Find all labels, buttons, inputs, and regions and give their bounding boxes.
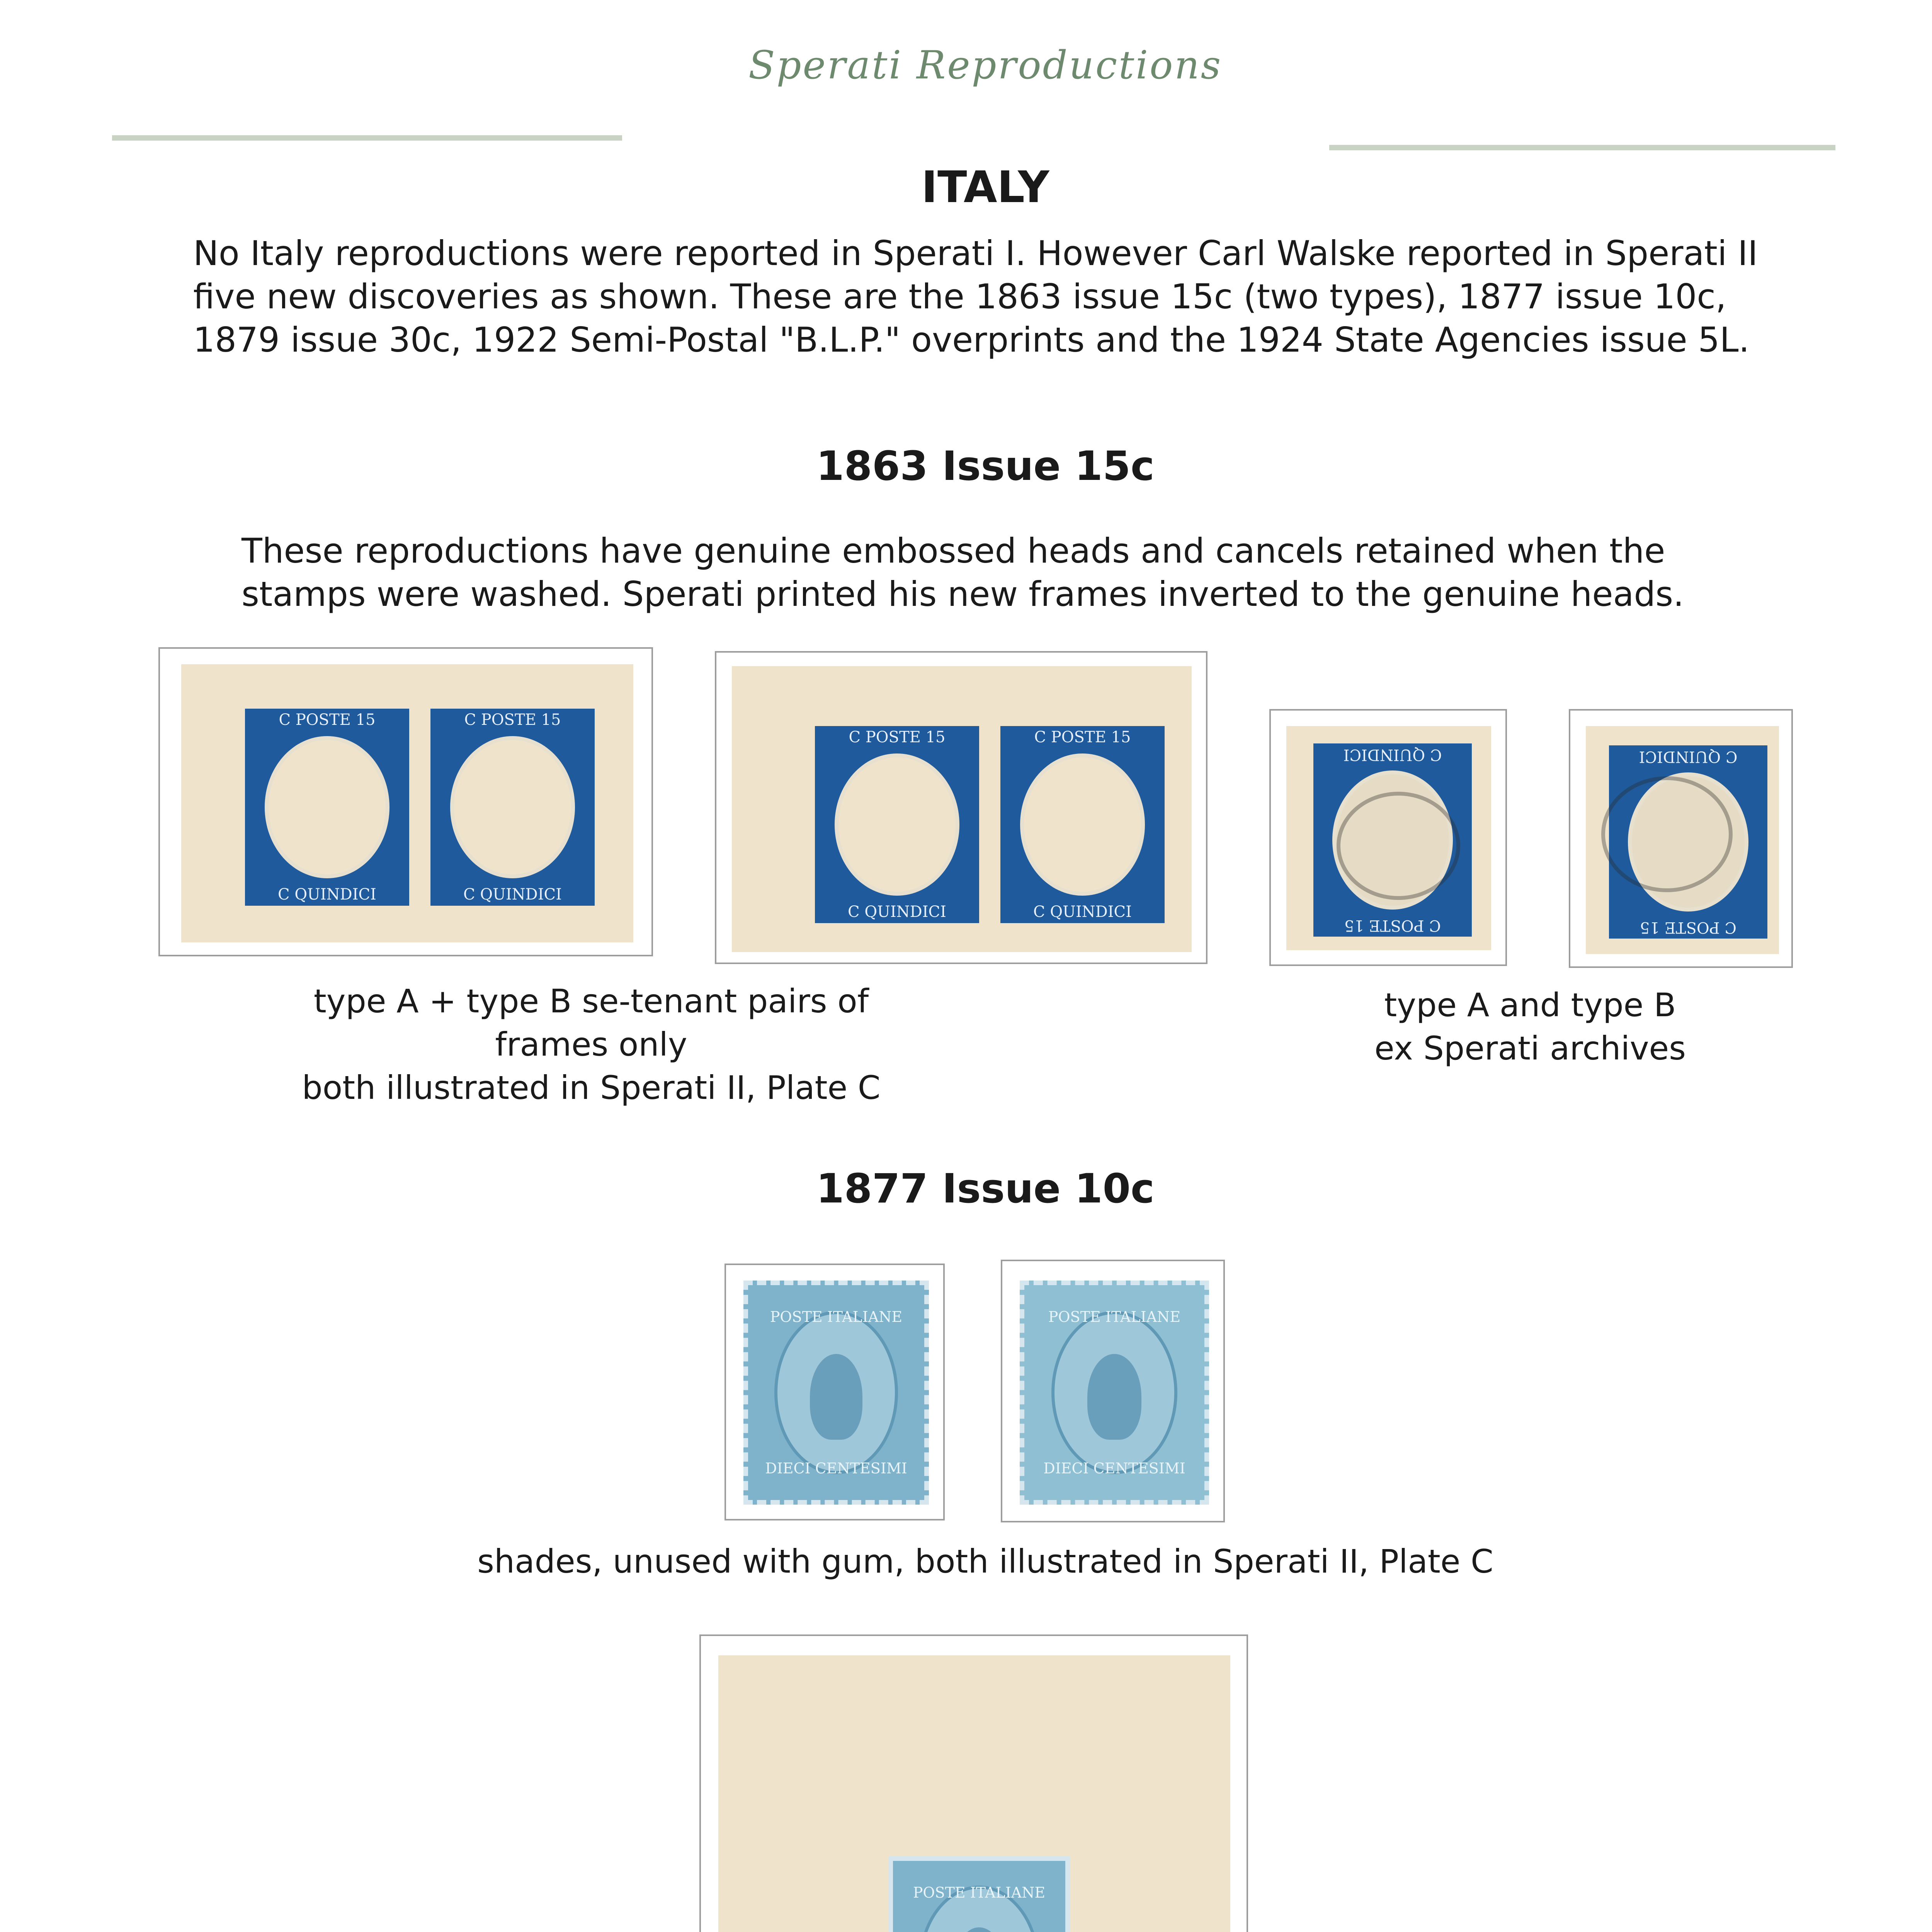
stamp-mount-type-b-archive xyxy=(1569,709,1793,968)
stamp-mount-pair-a xyxy=(158,647,653,956)
stamp-bottom-text: C QUINDICI xyxy=(1343,746,1442,764)
paper-background xyxy=(1286,726,1491,950)
intro-line-2: five new discoveries as shown. These are the 1863 issue 15c (two types), 1877 issue 10c, xyxy=(193,277,1726,316)
stamp-top-text: C POSTE 15 xyxy=(1344,917,1441,934)
caption-archive-singles xyxy=(1321,983,1739,1070)
caption-pairs-line-2: both illustrated in Sperati II, Plate C xyxy=(302,1069,881,1107)
intro-line-1: No Italy reproductions were reported in Sperati I. However Carl Walske reported in Sperati II xyxy=(193,233,1758,273)
empty-head-oval xyxy=(265,736,389,878)
header-rule-right xyxy=(1329,145,1835,150)
paper-background xyxy=(181,664,633,942)
stamp-top-text: C POSTE 15 xyxy=(1034,728,1131,746)
stamp-bottom-text: DIECI CENTESIMI xyxy=(765,1460,907,1477)
frame-stamp-type-b xyxy=(1000,726,1165,923)
caption-pairs-line-1: type A + type B se-tenant pairs of frames only xyxy=(313,982,869,1063)
stamp-mount-archive-sheet xyxy=(699,1634,1248,1932)
caption-shades: shades, unused with gum, both illustrated in Sperati II, Plate C xyxy=(477,1543,1493,1580)
page-title: ITALY xyxy=(921,162,1049,213)
intro-paragraph xyxy=(193,232,1816,362)
caption-pairs xyxy=(263,980,920,1109)
stamp-top-text: C POSTE 15 xyxy=(849,728,946,746)
section-1877-heading: 1877 Issue 10c xyxy=(816,1165,1155,1212)
section-1863-line-1: These reproductions have genuine embossed heads and cancels retained when the xyxy=(242,531,1665,571)
empty-head-oval xyxy=(835,753,959,895)
stamp-bottom-text: C QUINDICI xyxy=(1639,748,1738,765)
stamp-top-text: POSTE ITALIANE xyxy=(1048,1308,1181,1325)
section-1863-line-2: stamps were washed. Sperati printed his new frames inverted to the genuine heads. xyxy=(242,574,1684,614)
stamp-mount-pair-b xyxy=(715,651,1208,964)
stamp-top-text: POSTE ITALIANE xyxy=(770,1308,903,1325)
stamp-10c-shade-2 xyxy=(1020,1281,1209,1505)
stamp-10c-proof xyxy=(888,1856,1070,1932)
stamp-bottom-text: C QUINDICI xyxy=(463,886,562,903)
section-1863-heading: 1863 Issue 15c xyxy=(816,442,1155,490)
stamp-mount-type-a-archive xyxy=(1269,709,1507,966)
empty-head-oval xyxy=(450,736,575,878)
stamp-bottom-text: C QUINDICI xyxy=(278,886,376,903)
caption-archive-line-2: ex Sperati archives xyxy=(1374,1029,1686,1067)
header-rule-left xyxy=(112,135,622,141)
stamp-top-text: C POSTE 15 xyxy=(1640,918,1736,936)
paper-background xyxy=(718,1655,1230,1932)
empty-head-oval xyxy=(1020,753,1145,895)
postmark-cancel xyxy=(1601,776,1733,892)
stamp-top-text: POSTE ITALIANE xyxy=(913,1884,1046,1901)
stamp-10c-shade-1 xyxy=(743,1281,929,1505)
king-portrait-icon xyxy=(810,1354,863,1440)
postmark-cancel xyxy=(1337,792,1460,900)
page-header-title: Sperati Reproductions xyxy=(748,43,1223,88)
stamp-bottom-text: C QUINDICI xyxy=(848,903,946,921)
section-1863-text xyxy=(242,529,1748,616)
frame-stamp-type-b xyxy=(430,709,595,906)
stamp-mount-shade-2 xyxy=(1001,1260,1225,1522)
paper-background xyxy=(732,666,1192,952)
stamp-mount-shade-1 xyxy=(724,1264,945,1520)
king-portrait-icon xyxy=(1087,1354,1141,1440)
intro-line-3: 1879 issue 30c, 1922 Semi-Postal "B.L.P." overprints and the 1924 State Agencies issue 5L. xyxy=(193,320,1750,360)
stamp-top-text: C POSTE 15 xyxy=(464,711,561,729)
frame-stamp-type-a xyxy=(245,709,409,906)
paper-background xyxy=(1586,726,1779,954)
caption-archive-line-1: type A and type B xyxy=(1384,986,1676,1024)
stamp-bottom-text: C QUINDICI xyxy=(1033,903,1132,921)
stamp-bottom-text: DIECI CENTESIMI xyxy=(1043,1460,1185,1477)
frame-stamp-type-a xyxy=(815,726,979,923)
stamp-top-text: C POSTE 15 xyxy=(279,711,376,729)
